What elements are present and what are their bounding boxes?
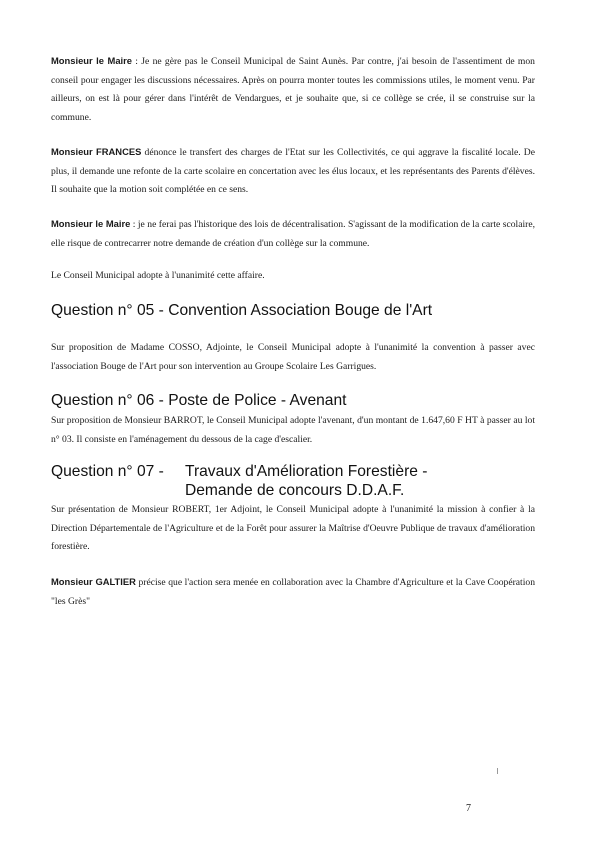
- paragraph-text: précise que l'action sera menée en collaboration avec la Chambre d'Agriculture et la Cave Coopération "les Grès": [51, 577, 535, 607]
- speaker-name: Monsieur FRANCES: [51, 146, 142, 157]
- paragraph-text: : je ne ferai pas l'historique des lois de décentralisation. S'agissant de la modification de la carte scolaire, elle risque de contrecarrer notre demande de création d'un collège sur la commune.: [51, 219, 535, 249]
- speaker-name: Monsieur le Maire: [51, 218, 131, 229]
- paragraph-adoption: [51, 267, 535, 286]
- question-number: Question n° 07 -: [51, 463, 164, 480]
- paragraph-text: dénonce le transfert des charges de l'Etat sur les Collectivités, ce qui aggrave la fiscalité locale. De plus, il demande une refonte de la carte scolaire en concertation avec les élus locaux, et les représentants des Parents d'élèves. Il souhaite que la motion soit complétée en ce sens.: [51, 147, 535, 195]
- speaker-name: Monsieur GALTIER: [51, 576, 136, 587]
- paragraph-text: Le Conseil Municipal adopte à l'unanimité cette affaire.: [51, 270, 265, 281]
- question-07-text: Sur présentation de Monsieur ROBERT, 1er Adjoint, le Conseil Municipal adopte à l'unanimité la mission à confier à la Direction Départementale de l'Agriculture et de la Forêt pour assurer la Maîtrise d'Oeuvre Publique de travaux d'amélioration forestière.: [51, 504, 535, 552]
- heading-line-2: Demande de concours D.D.A.F.: [185, 482, 405, 499]
- question-07-heading: [51, 462, 427, 500]
- paragraph-frances: [51, 143, 535, 200]
- paragraph-text: : Je ne gère pas le Conseil Municipal de Saint Aunès. Par contre, j'ai besoin de l'assentiment de mon conseil pour engager les discussions nécessaires. Après on pourra monter toutes les commissions utiles, le moment venu. Par ailleurs, on est là pour gérer dans l'intérêt de Vendargues, et je souhaite que, si ce collège se crée, il se construise sur la commune.: [51, 56, 535, 123]
- paragraph-galtier: [51, 573, 535, 611]
- page-number: 7: [466, 803, 471, 814]
- question-05-text: Sur proposition de Madame COSSO, Adjointe, le Conseil Municipal adopte à l'unanimité la convention à passer avec l'association Bouge de l'Art pour son intervention au Groupe Scolaire Les Garrigues.: [51, 342, 535, 372]
- question-05-heading: Question n° 05 - Convention Association Bouge de l'Art: [51, 302, 433, 319]
- heading-line-1: Travaux d'Amélioration Forestière -: [185, 463, 428, 480]
- speaker-name: Monsieur le Maire: [51, 55, 132, 66]
- paragraph-maire-2: [51, 215, 535, 253]
- paragraph-maire-1: [51, 52, 535, 127]
- question-06-text: Sur proposition de Monsieur BARROT, le Conseil Municipal adopte l'avenant, d'un montant de 1.647,60 F HT à passer au lot n° 03. Il consiste en l'aménagement du dessous de la cage d'escalier.: [51, 415, 535, 445]
- scan-speck: [497, 768, 498, 774]
- question-06-heading: Question n° 06 - Poste de Police - Avenant: [51, 392, 347, 409]
